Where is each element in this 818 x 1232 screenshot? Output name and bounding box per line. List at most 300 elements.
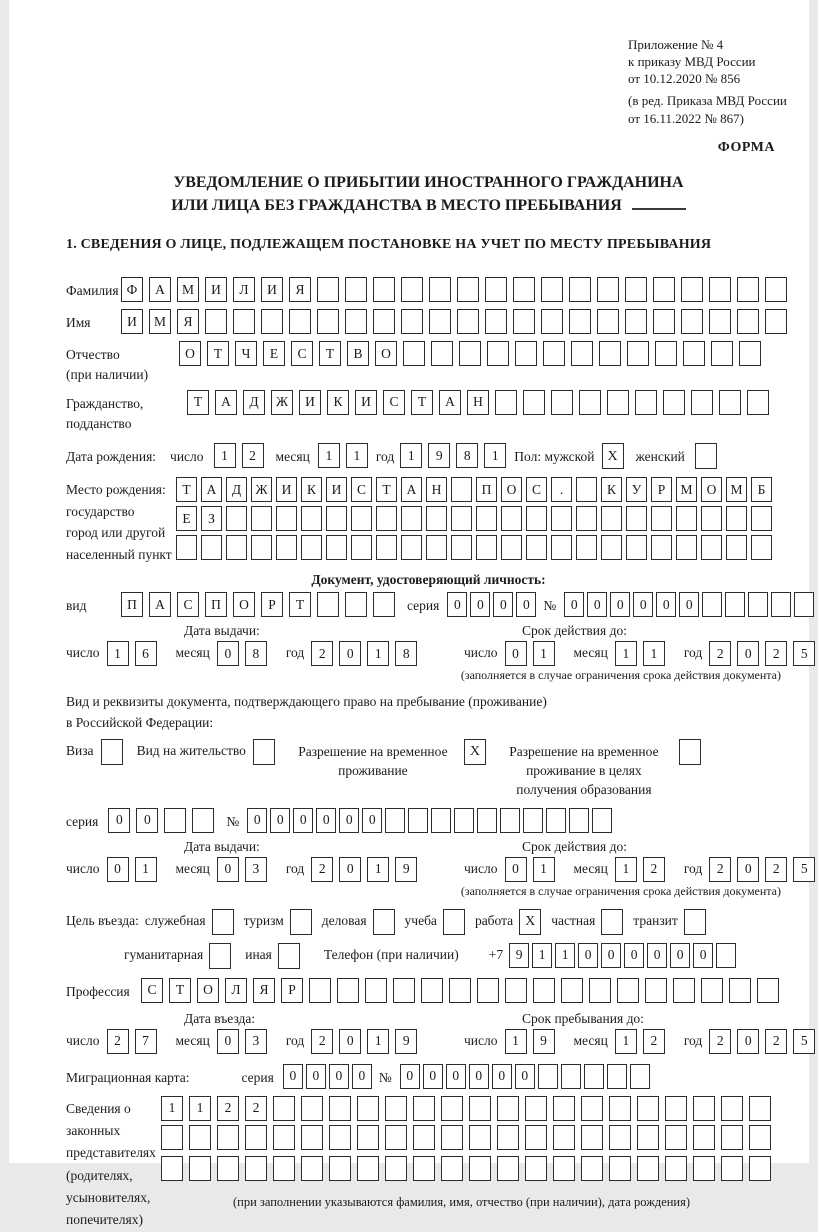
- char-cell[interactable]: 1: [484, 443, 506, 468]
- char-cell[interactable]: [569, 277, 591, 302]
- char-cell[interactable]: Д: [243, 390, 265, 415]
- char-cell[interactable]: Р: [281, 978, 303, 1003]
- char-cell[interactable]: Я: [177, 309, 199, 334]
- char-cell[interactable]: [751, 535, 772, 560]
- char-cell[interactable]: [551, 506, 572, 531]
- char-cell[interactable]: 0: [339, 641, 361, 666]
- char-cell[interactable]: [561, 978, 583, 1003]
- char-cell[interactable]: [192, 808, 214, 833]
- char-cell[interactable]: [651, 506, 672, 531]
- char-cell[interactable]: [625, 309, 647, 334]
- char-cell[interactable]: 1: [161, 1096, 183, 1121]
- char-cell[interactable]: [676, 535, 697, 560]
- char-cell[interactable]: [765, 309, 787, 334]
- char-cell[interactable]: [771, 592, 791, 617]
- char-cell[interactable]: Т: [187, 390, 209, 415]
- char-cell[interactable]: 3: [245, 1029, 267, 1054]
- char-cell[interactable]: [737, 309, 759, 334]
- char-cell[interactable]: [401, 277, 423, 302]
- purpose-official-checkbox[interactable]: [212, 909, 234, 935]
- char-cell[interactable]: Ж: [251, 477, 272, 502]
- char-cell[interactable]: 0: [217, 857, 239, 882]
- char-cell[interactable]: [376, 535, 397, 560]
- char-cell[interactable]: 0: [136, 808, 158, 833]
- char-cell[interactable]: С: [383, 390, 405, 415]
- char-cell[interactable]: [161, 1125, 183, 1150]
- char-cell[interactable]: Е: [263, 341, 285, 366]
- char-cell[interactable]: 0: [423, 1064, 443, 1089]
- char-cell[interactable]: [627, 341, 649, 366]
- char-cell[interactable]: [485, 309, 507, 334]
- char-cell[interactable]: [273, 1096, 295, 1121]
- char-cell[interactable]: [576, 477, 597, 502]
- char-cell[interactable]: 5: [793, 641, 815, 666]
- char-cell[interactable]: М: [177, 277, 199, 302]
- char-cell[interactable]: [365, 978, 387, 1003]
- char-cell[interactable]: [726, 535, 747, 560]
- char-cell[interactable]: 2: [643, 857, 665, 882]
- char-cell[interactable]: [497, 1156, 519, 1181]
- char-cell[interactable]: [609, 1156, 631, 1181]
- char-cell[interactable]: [630, 1064, 650, 1089]
- char-cell[interactable]: [721, 1096, 743, 1121]
- char-cell[interactable]: 2: [107, 1029, 129, 1054]
- char-cell[interactable]: [592, 808, 612, 833]
- char-cell[interactable]: [553, 1096, 575, 1121]
- char-cell[interactable]: [413, 1096, 435, 1121]
- char-cell[interactable]: Я: [289, 277, 311, 302]
- char-cell[interactable]: 0: [339, 808, 359, 833]
- char-cell[interactable]: [681, 277, 703, 302]
- char-cell[interactable]: 9: [395, 1029, 417, 1054]
- char-cell[interactable]: [441, 1096, 463, 1121]
- char-cell[interactable]: [385, 1125, 407, 1150]
- char-cell[interactable]: [581, 1156, 603, 1181]
- char-cell[interactable]: [385, 808, 405, 833]
- char-cell[interactable]: 0: [515, 1064, 535, 1089]
- char-cell[interactable]: 7: [135, 1029, 157, 1054]
- char-cell[interactable]: 0: [352, 1064, 372, 1089]
- char-cell[interactable]: И: [205, 277, 227, 302]
- char-cell[interactable]: П: [476, 477, 497, 502]
- char-cell[interactable]: 9: [395, 857, 417, 882]
- char-cell[interactable]: 2: [709, 641, 731, 666]
- char-cell[interactable]: 0: [601, 943, 621, 968]
- purpose-work-checkbox[interactable]: X: [519, 909, 541, 935]
- char-cell[interactable]: [541, 309, 563, 334]
- char-cell[interactable]: 0: [339, 857, 361, 882]
- char-cell[interactable]: [533, 978, 555, 1003]
- char-cell[interactable]: [431, 341, 453, 366]
- char-cell[interactable]: [597, 277, 619, 302]
- char-cell[interactable]: [329, 1096, 351, 1121]
- char-cell[interactable]: 2: [709, 857, 731, 882]
- char-cell[interactable]: [597, 309, 619, 334]
- char-cell[interactable]: Д: [226, 477, 247, 502]
- char-cell[interactable]: [500, 808, 520, 833]
- char-cell[interactable]: М: [726, 477, 747, 502]
- char-cell[interactable]: О: [701, 477, 722, 502]
- char-cell[interactable]: [429, 277, 451, 302]
- char-cell[interactable]: 1: [135, 857, 157, 882]
- residence-permit-checkbox[interactable]: [253, 739, 275, 765]
- char-cell[interactable]: 0: [492, 1064, 512, 1089]
- char-cell[interactable]: 9: [509, 943, 529, 968]
- char-cell[interactable]: [429, 309, 451, 334]
- char-cell[interactable]: [441, 1156, 463, 1181]
- char-cell[interactable]: 5: [793, 857, 815, 882]
- char-cell[interactable]: [721, 1156, 743, 1181]
- char-cell[interactable]: 1: [533, 641, 555, 666]
- char-cell[interactable]: И: [326, 477, 347, 502]
- char-cell[interactable]: [538, 1064, 558, 1089]
- char-cell[interactable]: [725, 592, 745, 617]
- char-cell[interactable]: [276, 535, 297, 560]
- male-checkbox[interactable]: X: [602, 443, 624, 469]
- char-cell[interactable]: Б: [751, 477, 772, 502]
- char-cell[interactable]: [373, 592, 395, 617]
- char-cell[interactable]: [576, 506, 597, 531]
- char-cell[interactable]: [569, 309, 591, 334]
- char-cell[interactable]: [357, 1156, 379, 1181]
- char-cell[interactable]: [737, 277, 759, 302]
- char-cell[interactable]: 0: [578, 943, 598, 968]
- char-cell[interactable]: [525, 1096, 547, 1121]
- char-cell[interactable]: 5: [793, 1029, 815, 1054]
- char-cell[interactable]: О: [501, 477, 522, 502]
- char-cell[interactable]: К: [327, 390, 349, 415]
- char-cell[interactable]: 2: [643, 1029, 665, 1054]
- char-cell[interactable]: О: [375, 341, 397, 366]
- char-cell[interactable]: [676, 506, 697, 531]
- char-cell[interactable]: 1: [346, 443, 368, 468]
- char-cell[interactable]: 0: [737, 641, 759, 666]
- char-cell[interactable]: [317, 592, 339, 617]
- char-cell[interactable]: [289, 309, 311, 334]
- char-cell[interactable]: [477, 978, 499, 1003]
- temporary-residence-education-checkbox[interactable]: [679, 739, 701, 765]
- char-cell[interactable]: О: [179, 341, 201, 366]
- char-cell[interactable]: [245, 1125, 267, 1150]
- char-cell[interactable]: 0: [107, 857, 129, 882]
- char-cell[interactable]: 0: [647, 943, 667, 968]
- char-cell[interactable]: [693, 1156, 715, 1181]
- char-cell[interactable]: [451, 477, 472, 502]
- char-cell[interactable]: О: [197, 978, 219, 1003]
- char-cell[interactable]: [337, 978, 359, 1003]
- char-cell[interactable]: 0: [316, 808, 336, 833]
- char-cell[interactable]: 0: [306, 1064, 326, 1089]
- char-cell[interactable]: Т: [289, 592, 311, 617]
- char-cell[interactable]: 6: [135, 641, 157, 666]
- char-cell[interactable]: [454, 808, 474, 833]
- char-cell[interactable]: [495, 390, 517, 415]
- char-cell[interactable]: [217, 1125, 239, 1150]
- char-cell[interactable]: 2: [709, 1029, 731, 1054]
- char-cell[interactable]: Т: [411, 390, 433, 415]
- char-cell[interactable]: 9: [428, 443, 450, 468]
- char-cell[interactable]: [476, 506, 497, 531]
- char-cell[interactable]: Ж: [271, 390, 293, 415]
- char-cell[interactable]: [747, 390, 769, 415]
- char-cell[interactable]: Л: [233, 277, 255, 302]
- char-cell[interactable]: [751, 506, 772, 531]
- char-cell[interactable]: И: [276, 477, 297, 502]
- char-cell[interactable]: [345, 592, 367, 617]
- char-cell[interactable]: 0: [293, 808, 313, 833]
- char-cell[interactable]: [701, 506, 722, 531]
- female-checkbox[interactable]: [695, 443, 717, 469]
- char-cell[interactable]: [551, 535, 572, 560]
- char-cell[interactable]: [251, 506, 272, 531]
- char-cell[interactable]: [716, 943, 736, 968]
- char-cell[interactable]: С: [526, 477, 547, 502]
- char-cell[interactable]: [469, 1096, 491, 1121]
- char-cell[interactable]: [329, 1156, 351, 1181]
- char-cell[interactable]: 1: [643, 641, 665, 666]
- char-cell[interactable]: Н: [426, 477, 447, 502]
- char-cell[interactable]: [526, 535, 547, 560]
- char-cell[interactable]: [345, 277, 367, 302]
- char-cell[interactable]: 0: [505, 641, 527, 666]
- char-cell[interactable]: 0: [693, 943, 713, 968]
- char-cell[interactable]: 8: [245, 641, 267, 666]
- char-cell[interactable]: 0: [469, 1064, 489, 1089]
- char-cell[interactable]: [749, 1125, 771, 1150]
- char-cell[interactable]: [385, 1096, 407, 1121]
- char-cell[interactable]: [301, 1125, 323, 1150]
- char-cell[interactable]: [226, 506, 247, 531]
- char-cell[interactable]: [673, 978, 695, 1003]
- char-cell[interactable]: [637, 1096, 659, 1121]
- char-cell[interactable]: М: [676, 477, 697, 502]
- char-cell[interactable]: А: [201, 477, 222, 502]
- char-cell[interactable]: В: [347, 341, 369, 366]
- char-cell[interactable]: [541, 277, 563, 302]
- char-cell[interactable]: [794, 592, 814, 617]
- char-cell[interactable]: 8: [395, 641, 417, 666]
- char-cell[interactable]: [665, 1156, 687, 1181]
- char-cell[interactable]: 2: [311, 641, 333, 666]
- char-cell[interactable]: 0: [656, 592, 676, 617]
- purpose-private-checkbox[interactable]: [601, 909, 623, 935]
- char-cell[interactable]: [561, 1064, 581, 1089]
- char-cell[interactable]: А: [439, 390, 461, 415]
- char-cell[interactable]: 0: [679, 592, 699, 617]
- char-cell[interactable]: [309, 978, 331, 1003]
- char-cell[interactable]: [251, 535, 272, 560]
- char-cell[interactable]: 0: [516, 592, 536, 617]
- char-cell[interactable]: [749, 1096, 771, 1121]
- char-cell[interactable]: 9: [533, 1029, 555, 1054]
- char-cell[interactable]: 0: [217, 641, 239, 666]
- char-cell[interactable]: 2: [765, 857, 787, 882]
- char-cell[interactable]: И: [355, 390, 377, 415]
- char-cell[interactable]: [625, 277, 647, 302]
- char-cell[interactable]: [408, 808, 428, 833]
- char-cell[interactable]: 1: [189, 1096, 211, 1121]
- char-cell[interactable]: Н: [467, 390, 489, 415]
- char-cell[interactable]: 0: [447, 592, 467, 617]
- char-cell[interactable]: [609, 1125, 631, 1150]
- purpose-business-checkbox[interactable]: [373, 909, 395, 935]
- char-cell[interactable]: .: [551, 477, 572, 502]
- char-cell[interactable]: Е: [176, 506, 197, 531]
- char-cell[interactable]: 2: [242, 443, 264, 468]
- char-cell[interactable]: [513, 309, 535, 334]
- char-cell[interactable]: 0: [624, 943, 644, 968]
- char-cell[interactable]: [576, 535, 597, 560]
- char-cell[interactable]: С: [141, 978, 163, 1003]
- char-cell[interactable]: 2: [217, 1096, 239, 1121]
- char-cell[interactable]: [451, 506, 472, 531]
- char-cell[interactable]: [357, 1096, 379, 1121]
- char-cell[interactable]: [607, 390, 629, 415]
- visa-checkbox[interactable]: [101, 739, 123, 765]
- char-cell[interactable]: [276, 506, 297, 531]
- char-cell[interactable]: [551, 390, 573, 415]
- char-cell[interactable]: [711, 341, 733, 366]
- char-cell[interactable]: И: [261, 277, 283, 302]
- char-cell[interactable]: С: [291, 341, 313, 366]
- char-cell[interactable]: 1: [533, 857, 555, 882]
- char-cell[interactable]: [477, 808, 497, 833]
- char-cell[interactable]: [571, 341, 593, 366]
- char-cell[interactable]: [487, 341, 509, 366]
- char-cell[interactable]: А: [215, 390, 237, 415]
- char-cell[interactable]: [609, 1096, 631, 1121]
- char-cell[interactable]: [451, 535, 472, 560]
- char-cell[interactable]: [326, 535, 347, 560]
- char-cell[interactable]: [233, 309, 255, 334]
- char-cell[interactable]: [553, 1125, 575, 1150]
- char-cell[interactable]: 2: [765, 1029, 787, 1054]
- char-cell[interactable]: [523, 808, 543, 833]
- char-cell[interactable]: А: [401, 477, 422, 502]
- char-cell[interactable]: [651, 535, 672, 560]
- char-cell[interactable]: 0: [362, 808, 382, 833]
- char-cell[interactable]: [457, 277, 479, 302]
- char-cell[interactable]: [373, 309, 395, 334]
- char-cell[interactable]: [457, 309, 479, 334]
- char-cell[interactable]: [459, 341, 481, 366]
- char-cell[interactable]: [176, 535, 197, 560]
- char-cell[interactable]: 2: [765, 641, 787, 666]
- char-cell[interactable]: [655, 341, 677, 366]
- char-cell[interactable]: [653, 309, 675, 334]
- char-cell[interactable]: [301, 1156, 323, 1181]
- char-cell[interactable]: А: [149, 592, 171, 617]
- char-cell[interactable]: [413, 1156, 435, 1181]
- char-cell[interactable]: Р: [651, 477, 672, 502]
- char-cell[interactable]: [726, 506, 747, 531]
- char-cell[interactable]: [709, 309, 731, 334]
- purpose-study-checkbox[interactable]: [443, 909, 465, 935]
- char-cell[interactable]: 8: [456, 443, 478, 468]
- char-cell[interactable]: Т: [169, 978, 191, 1003]
- char-cell[interactable]: [681, 309, 703, 334]
- char-cell[interactable]: 0: [564, 592, 584, 617]
- char-cell[interactable]: [329, 1125, 351, 1150]
- char-cell[interactable]: [505, 978, 527, 1003]
- char-cell[interactable]: П: [205, 592, 227, 617]
- char-cell[interactable]: 0: [610, 592, 630, 617]
- char-cell[interactable]: [426, 506, 447, 531]
- char-cell[interactable]: [757, 978, 779, 1003]
- char-cell[interactable]: С: [177, 592, 199, 617]
- char-cell[interactable]: [748, 592, 768, 617]
- char-cell[interactable]: [245, 1156, 267, 1181]
- char-cell[interactable]: [553, 1156, 575, 1181]
- char-cell[interactable]: [501, 535, 522, 560]
- char-cell[interactable]: И: [299, 390, 321, 415]
- char-cell[interactable]: Р: [261, 592, 283, 617]
- char-cell[interactable]: 2: [311, 857, 333, 882]
- char-cell[interactable]: [376, 506, 397, 531]
- char-cell[interactable]: [523, 390, 545, 415]
- char-cell[interactable]: [217, 1156, 239, 1181]
- char-cell[interactable]: Ф: [121, 277, 143, 302]
- char-cell[interactable]: 1: [615, 641, 637, 666]
- char-cell[interactable]: 0: [446, 1064, 466, 1089]
- char-cell[interactable]: П: [121, 592, 143, 617]
- char-cell[interactable]: 1: [555, 943, 575, 968]
- char-cell[interactable]: [345, 309, 367, 334]
- char-cell[interactable]: 0: [470, 592, 490, 617]
- char-cell[interactable]: [497, 1125, 519, 1150]
- char-cell[interactable]: [357, 1125, 379, 1150]
- char-cell[interactable]: [164, 808, 186, 833]
- char-cell[interactable]: [601, 535, 622, 560]
- char-cell[interactable]: 0: [270, 808, 290, 833]
- char-cell[interactable]: 3: [245, 857, 267, 882]
- char-cell[interactable]: [729, 978, 751, 1003]
- char-cell[interactable]: К: [301, 477, 322, 502]
- char-cell[interactable]: [693, 1125, 715, 1150]
- char-cell[interactable]: [326, 506, 347, 531]
- char-cell[interactable]: [765, 277, 787, 302]
- char-cell[interactable]: [189, 1125, 211, 1150]
- char-cell[interactable]: [721, 1125, 743, 1150]
- char-cell[interactable]: [749, 1156, 771, 1181]
- char-cell[interactable]: [637, 1125, 659, 1150]
- char-cell[interactable]: [665, 1096, 687, 1121]
- char-cell[interactable]: 1: [367, 641, 389, 666]
- char-cell[interactable]: [449, 978, 471, 1003]
- purpose-other-checkbox[interactable]: [278, 943, 300, 969]
- char-cell[interactable]: 1: [400, 443, 422, 468]
- char-cell[interactable]: [441, 1125, 463, 1150]
- char-cell[interactable]: 1: [615, 1029, 637, 1054]
- char-cell[interactable]: 1: [367, 1029, 389, 1054]
- char-cell[interactable]: [351, 535, 372, 560]
- char-cell[interactable]: [589, 978, 611, 1003]
- char-cell[interactable]: Я: [253, 978, 275, 1003]
- char-cell[interactable]: И: [121, 309, 143, 334]
- char-cell[interactable]: [515, 341, 537, 366]
- char-cell[interactable]: [469, 1156, 491, 1181]
- char-cell[interactable]: 1: [367, 857, 389, 882]
- char-cell[interactable]: 1: [214, 443, 236, 468]
- char-cell[interactable]: 0: [633, 592, 653, 617]
- char-cell[interactable]: 0: [329, 1064, 349, 1089]
- char-cell[interactable]: М: [149, 309, 171, 334]
- char-cell[interactable]: [469, 1125, 491, 1150]
- char-cell[interactable]: К: [601, 477, 622, 502]
- char-cell[interactable]: [665, 1125, 687, 1150]
- char-cell[interactable]: [485, 277, 507, 302]
- char-cell[interactable]: 0: [283, 1064, 303, 1089]
